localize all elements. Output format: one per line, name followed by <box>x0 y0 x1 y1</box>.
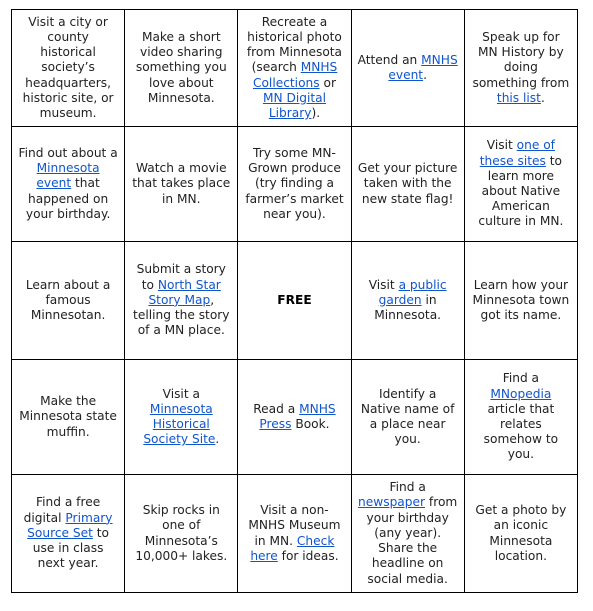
cell-text: Visit a non-MNHS Museum in MN. <box>248 503 341 548</box>
bingo-cell-r2c1 <box>12 127 125 242</box>
bingo-cell-r4c4 <box>351 360 464 475</box>
cell-text: to use in class next year. <box>32 525 110 571</box>
cell-text: Skip rocks in one of Minnesota’s 10,000+ lakes. <box>135 503 228 563</box>
bingo-row-3 <box>12 242 578 360</box>
cell-text: Visit a city or county historical society’s headquarters, historic site, or museum. <box>22 14 114 120</box>
cell-text: Attend an <box>357 52 422 67</box>
cell-text: Try some MN-Grown produce (try finding a farmer’s market near you). <box>245 145 344 221</box>
bingo-board <box>11 9 578 593</box>
newspaper-link[interactable]: newspaper <box>358 495 426 510</box>
bingo-cell-r5c2 <box>125 475 238 593</box>
bingo-cell-r4c5 <box>464 360 577 475</box>
cell-text: Get your picture taken with the new state flag! <box>357 161 458 206</box>
cell-text: from your birthday (any year). Share the headline on social media. <box>366 495 458 586</box>
bingo-row-5 <box>12 475 578 593</box>
north-star-story-map-link[interactable]: North Star Story Map <box>148 277 221 307</box>
bingo-cell-r5c4 <box>351 475 464 593</box>
cell-text: that happened on your birthday. <box>25 176 111 221</box>
cell-text: article that relates somehow to you. <box>483 401 559 462</box>
cell-text: ). <box>311 106 321 120</box>
minnesota-event-link[interactable]: Minnesota event <box>36 161 100 191</box>
one-of-these-sites-link[interactable]: one of these sites <box>479 138 555 168</box>
bingo-row-4 <box>12 360 578 475</box>
bingo-cell-r5c1 <box>12 475 125 593</box>
cell-text: Make a short video sharing something you love about Minnesota. <box>135 29 227 105</box>
bingo-cell-r1c5 <box>464 10 577 127</box>
cell-text: Identify a Native name of a place near you. <box>360 386 455 447</box>
bingo-cell-r2c2 <box>125 127 238 242</box>
cell-text: Visit <box>368 277 399 292</box>
bingo-cell-r1c1 <box>12 10 125 127</box>
cell-text: Find out about a <box>18 145 118 160</box>
cell-text: Submit a story to <box>136 262 226 292</box>
mnhs-collections-link[interactable]: MNHS Collections <box>252 60 338 90</box>
cell-text: Visit a <box>162 386 200 401</box>
bingo-cell-r5c3 <box>238 475 351 593</box>
cell-text: for ideas. <box>277 548 339 563</box>
cell-text: Find a <box>389 480 426 495</box>
bingo-cell-free <box>238 242 351 360</box>
cell-text: Get a photo by an iconic Minnesota location. <box>475 503 567 563</box>
bingo-cell-r4c1 <box>12 360 125 475</box>
cell-text: Learn about a famous Minnesotan. <box>25 277 111 323</box>
cell-text: , telling the story of a MN place. <box>133 292 230 338</box>
cell-text: in Minnesota. <box>374 292 442 323</box>
check-here-link[interactable]: Check here <box>250 533 335 563</box>
cell-text: . <box>540 90 545 105</box>
bingo-cell-r5c5 <box>464 475 577 593</box>
bingo-row-1 <box>12 10 578 127</box>
mnopedia-link[interactable]: MNopedia <box>490 386 552 401</box>
bingo-cell-r3c2 <box>125 242 238 360</box>
cell-text: Find a free digital <box>23 495 101 525</box>
bingo-cell-r2c4 <box>351 127 464 242</box>
cell-text: . <box>215 432 220 447</box>
cell-text: Speak up for MN History by doing something from <box>472 29 570 90</box>
mn-digital-library-link[interactable]: MN Digital Library <box>262 90 326 120</box>
cell-text: Recreate a historical photo from Minnesota (search <box>246 14 343 75</box>
public-garden-link[interactable]: a public garden <box>378 277 447 307</box>
cell-text: Find a <box>502 371 540 386</box>
free-space-label: FREE <box>277 292 312 307</box>
bingo-row-2 <box>12 127 578 242</box>
bingo-cell-r2c3 <box>238 127 351 242</box>
mnhs-event-link[interactable]: MNHS event <box>388 52 458 82</box>
bingo-cell-r1c4 <box>351 10 464 127</box>
bingo-cell-r1c3 <box>238 10 351 127</box>
cell-text: or <box>319 75 336 90</box>
bingo-cell-r3c5 <box>464 242 577 360</box>
cell-text: . <box>423 68 427 82</box>
mnhs-press-link[interactable]: MNHS Press <box>259 401 336 431</box>
bingo-cell-r4c2 <box>125 360 238 475</box>
mnhs-site-link[interactable]: Minnesota Historical Society Site <box>143 401 216 447</box>
bingo-cell-r2c5 <box>464 127 577 242</box>
cell-text: Learn how your Minnesota town got its name. <box>472 277 570 323</box>
cell-text: Make the Minnesota state muffin. <box>19 394 117 439</box>
cell-text: Read a <box>253 401 300 416</box>
cell-text: to learn more about Native American culture in MN. <box>478 153 564 229</box>
this-list-link[interactable]: this list <box>496 90 541 105</box>
cell-text: Watch a movie that takes place in MN. <box>132 161 231 206</box>
primary-source-set-link[interactable]: Primary Source Set <box>27 510 113 540</box>
bingo-cell-r3c1 <box>12 242 125 360</box>
bingo-cell-r1c2 <box>125 10 238 127</box>
bingo-cell-r3c4 <box>351 242 464 360</box>
bingo-cell-r4c3 <box>238 360 351 475</box>
cell-text: Visit <box>486 138 517 153</box>
cell-text: Book. <box>291 417 330 431</box>
